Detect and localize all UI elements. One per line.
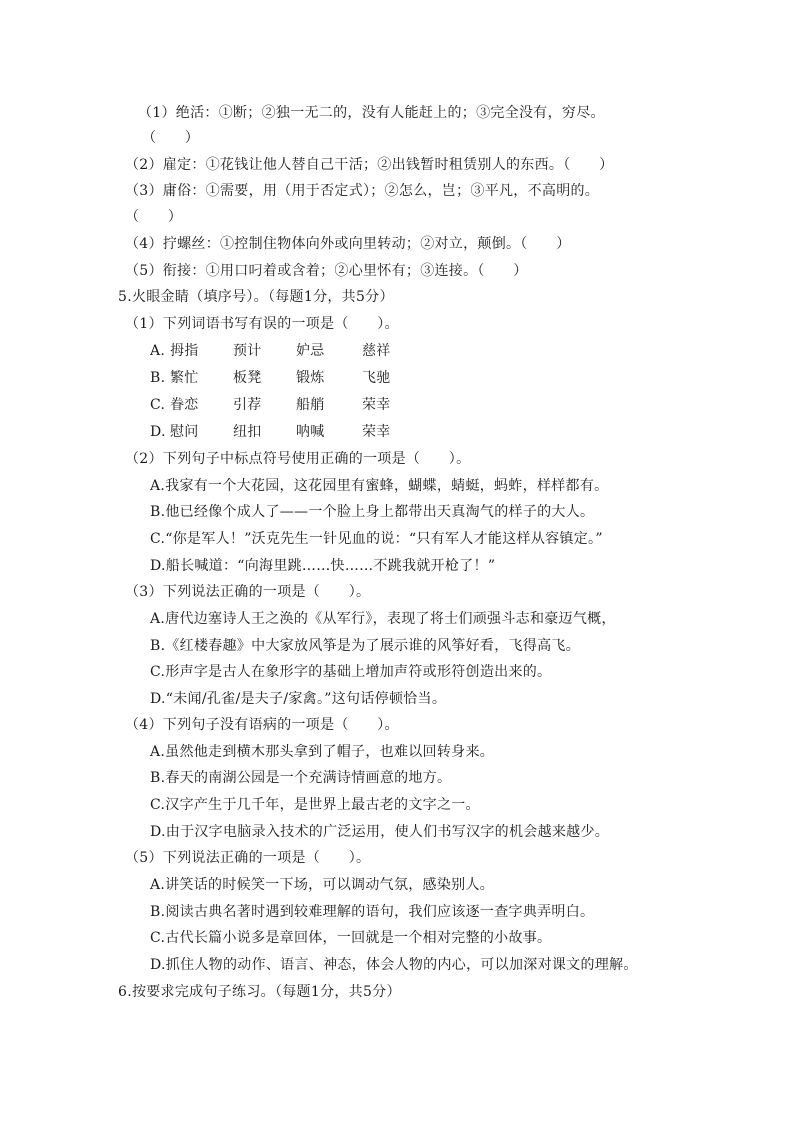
q5-sub4-option-d: D.由于汉字电脑录入技术的广泛运用，使人们书写汉字的机会越来越少。 bbox=[150, 824, 610, 840]
q5-sub5-stem: （5）下列说法正确的一项是（ ）。 bbox=[125, 850, 371, 866]
q5-sub3-stem: （3）下列说法正确的一项是（ ）。 bbox=[125, 584, 371, 600]
q5-sub4-option-c: C.汉字产生于几千年，是世界上最古老的文字之一。 bbox=[150, 797, 480, 813]
q6-heading: 6.按要求完成句子练习。（每题1分，共5分） bbox=[118, 984, 401, 1000]
q5-sub1-option-b-word-4: 飞驰 bbox=[362, 370, 391, 386]
q5-sub1-option-b-word-1: 繁忙 bbox=[170, 370, 199, 386]
q5-sub5-option-a: A.讲笑话的时候笑一下场，可以调动气氛，感染别人。 bbox=[150, 877, 495, 893]
q4-item-5: （5）衔接：①用口叼着或含着；②心里怀有；③连接。（ ） bbox=[125, 263, 528, 279]
q5-heading: 5.火眼金睛（填序号）。（每题1分，共5分） bbox=[118, 289, 394, 305]
q5-sub1-option-d-letter: D. bbox=[150, 424, 166, 440]
q5-sub4-stem: （4）下列句子没有语病的一项是（ ）。 bbox=[125, 717, 399, 733]
q5-sub1-option-a-word-4: 慈祥 bbox=[362, 343, 391, 359]
q5-sub1-option-b-word-3: 锻炼 bbox=[296, 370, 325, 386]
q5-sub1-option-b-letter: B. bbox=[150, 370, 166, 386]
q5-sub2-stem: （2）下列句子中标点符号使用正确的一项是（ ）。 bbox=[125, 451, 471, 467]
q4-item-3-blank: （ ） bbox=[125, 209, 183, 225]
q5-sub4-option-b: B.春天的南湖公园是一个充满诗情画意的地方。 bbox=[150, 770, 452, 786]
q5-sub2-option-b: B.他已经像个成人了——一个脸上身上都带出天真淘气的样子的大人。 bbox=[150, 504, 595, 520]
q5-sub1-option-d-word-3: 呐喊 bbox=[296, 424, 325, 440]
q5-sub4-option-a: A.虽然他走到横木那头拿到了帽子，也难以回转身来。 bbox=[150, 744, 495, 760]
q4-item-1-blank: （ ） bbox=[142, 130, 200, 146]
q5-sub2-option-c: C.“你是军人！”沃克先生一针见血的说：“只有军人才能这样从容镇定。” bbox=[150, 531, 603, 547]
q5-sub1-option-a-letter: A. bbox=[150, 343, 166, 359]
q5-sub1-option-c-letter: C. bbox=[150, 397, 166, 413]
q5-sub3-option-b: B.《红楼春趣》中大家放风筝是为了展示谁的风筝好看，飞得高飞。 bbox=[150, 638, 581, 654]
q5-sub1-option-a-word-2: 预计 bbox=[233, 343, 262, 359]
q5-sub1-option-c-word-1: 眷恋 bbox=[170, 397, 199, 413]
q5-sub5-option-b: B.阅读古典名著时遇到较难理解的语句，我们应该逐一查字典弄明白。 bbox=[150, 904, 595, 920]
q4-item-1: （1）绝活：①断；②独一无二的，没有人能赶上的；③完全没有，穷尽。 bbox=[138, 105, 605, 121]
q5-sub3-option-c: C.形声字是古人在象形字的基础上增加声符或形符创造出来的。 bbox=[150, 664, 552, 680]
q4-item-3: （3）庸俗：①需要，用（用于否定式）；②怎么，岂；③平凡，不高明的。 bbox=[125, 183, 600, 199]
q5-sub1-option-c-word-4: 荣幸 bbox=[362, 397, 391, 413]
q5-sub1-option-b-word-2: 板凳 bbox=[233, 370, 262, 386]
q5-sub1-option-c-word-3: 船艄 bbox=[296, 397, 325, 413]
q5-sub1-option-d-word-2: 纽扣 bbox=[233, 424, 262, 440]
q5-sub1-option-c-word-2: 引荐 bbox=[233, 397, 262, 413]
q5-sub5-option-d: D.抓住人物的动作、语言、神态，体会人物的内心，可以加深对课文的理解。 bbox=[150, 957, 638, 973]
q5-sub2-option-a: A.我家有一个大花园，这花园里有蜜蜂，蝴蝶，蜻蜓，蚂蚱，样样都有。 bbox=[150, 478, 609, 494]
q5-sub1-stem: （1）下列词语书写有误的一项是（ ）。 bbox=[125, 316, 399, 332]
q5-sub1-option-d-word-4: 荣幸 bbox=[362, 424, 391, 440]
q5-sub1-option-d-word-1: 慰问 bbox=[170, 424, 199, 440]
q5-sub1-option-a-word-3: 妒忌 bbox=[296, 343, 325, 359]
q5-sub1-option-a-word-1: 拇指 bbox=[170, 343, 199, 359]
q4-item-2: （2）雇定：①花钱让他人替自己干活；②出钱暂时租赁别人的东西。（ ） bbox=[125, 157, 614, 173]
q5-sub3-option-d: D.“未闻/孔雀/是夫子/家禽。”这句话停顿恰当。 bbox=[150, 691, 447, 707]
q5-sub5-option-c: C.古代长篇小说多是章回体，一回就是一个相对完整的小故事。 bbox=[150, 930, 552, 946]
q4-item-4: （4）拧螺丝：①控制住物体向外或向里转动；②对立，颠倒。（ ） bbox=[125, 236, 571, 252]
q5-sub2-option-d: D.船长喊道：“向海里跳……快……不跳我就开枪了！” bbox=[150, 558, 496, 574]
q5-sub3-option-a: A.唐代边塞诗人王之涣的《从军行》，表现了将士们顽强斗志和豪迈气概， bbox=[150, 611, 616, 627]
